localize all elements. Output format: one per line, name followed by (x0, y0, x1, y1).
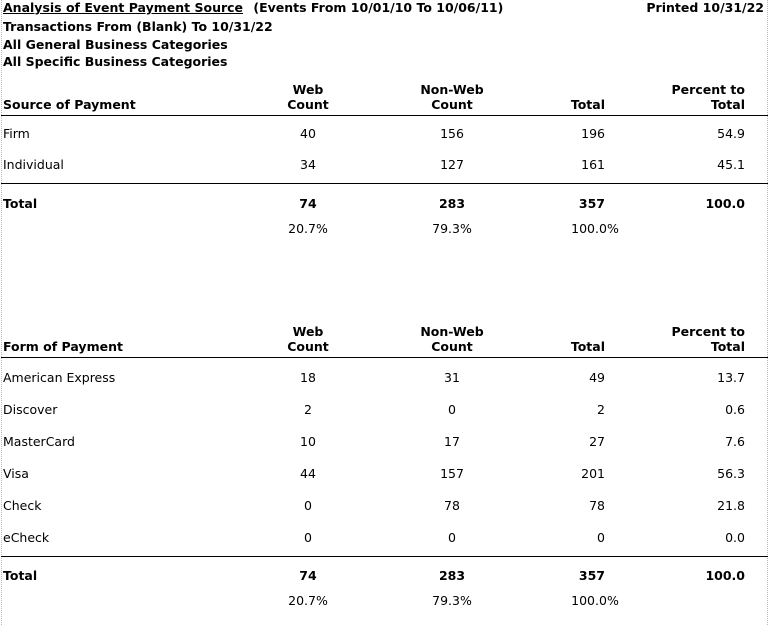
printed-date-line (646, 0, 764, 15)
transactions-range: Transactions From (Blank) To 10/31/22 (3, 19, 273, 34)
percent-row-web: 20.7% (288, 221, 328, 236)
total-row-nonweb-count: 283 (438, 196, 466, 211)
table-row-web-count: 0 (304, 530, 312, 545)
table-row-label: Check (3, 498, 42, 513)
percent-row-nonweb: 79.3% (432, 593, 472, 608)
table-row-web-count: 44 (300, 466, 316, 481)
table-row-label: eCheck (3, 530, 50, 545)
total-row-web-count: 74 (299, 196, 317, 211)
total-row-percent: 100.0 (705, 196, 745, 211)
table-row-label: American Express (3, 370, 116, 385)
table-row-total: 2 (597, 402, 605, 417)
total-row-nonweb-count: 283 (438, 568, 466, 583)
percent-row-total: 100.0% (571, 221, 619, 236)
general-categories: All General Business Categories (3, 37, 228, 52)
table-row-total: 161 (581, 157, 605, 172)
column-header-total: Total (570, 97, 605, 112)
table-row-percent: 0.0 (725, 530, 745, 545)
percent-row-web: 20.7% (288, 593, 328, 608)
percent-row-total: 100.0% (571, 593, 619, 608)
total-divider (1, 183, 768, 184)
table-row-nonweb-count: 127 (440, 157, 464, 172)
column-header-nonweb-line1: Non-Web (420, 324, 484, 339)
table-row-percent: 45.1 (717, 157, 745, 172)
table-row-nonweb-count: 157 (440, 466, 464, 481)
report-header (3, 0, 503, 15)
total-row-label: Total (3, 196, 38, 211)
printed-date: 10/31/22 (702, 0, 764, 15)
table-row-web-count: 18 (300, 370, 316, 385)
header-divider (1, 115, 768, 116)
table-row-percent: 54.9 (717, 126, 745, 141)
table-row-total: 78 (589, 498, 605, 513)
table-row-label: Firm (3, 126, 30, 141)
table-row-nonweb-count: 156 (440, 126, 464, 141)
column-header-nonweb-line1: Non-Web (420, 82, 484, 97)
total-row-total: 357 (578, 196, 605, 211)
column-header-percent-line1: Percent to (671, 324, 745, 339)
column-header-source: Source of Payment (3, 97, 136, 112)
column-header-nonweb-line2: Count (431, 97, 473, 112)
column-header-percent-line2: Total (710, 97, 745, 112)
percent-row-nonweb: 79.3% (432, 221, 472, 236)
table-row-label: Individual (3, 157, 64, 172)
header-divider (1, 357, 768, 358)
table-row-total: 0 (597, 530, 605, 545)
specific-categories: All Specific Business Categories (3, 54, 228, 69)
total-row-web-count: 74 (299, 568, 317, 583)
table-row-web-count: 2 (304, 402, 312, 417)
column-header-web-line1: Web (292, 324, 324, 339)
total-row-percent: 100.0 (705, 568, 745, 583)
column-header-source: Form of Payment (3, 339, 123, 354)
total-row-label: Total (3, 568, 38, 583)
table-row-nonweb-count: 17 (444, 434, 460, 449)
total-divider (1, 556, 768, 557)
table-row-percent: 13.7 (717, 370, 745, 385)
table-row-web-count: 40 (300, 126, 316, 141)
column-header-web-line2: Count (287, 339, 329, 354)
table-row-nonweb-count: 78 (444, 498, 460, 513)
table-row-label: Discover (3, 402, 58, 417)
report-title: Analysis of Event Payment Source (3, 0, 244, 15)
table-row-nonweb-count: 0 (448, 402, 456, 417)
events-range: (Events From 10/01/10 To 10/06/11) (253, 0, 504, 15)
printed-label: Printed (646, 0, 699, 15)
table-row-percent: 56.3 (717, 466, 745, 481)
table-row-label: MasterCard (3, 434, 75, 449)
table-row-percent: 7.6 (725, 434, 745, 449)
table-row-total: 196 (581, 126, 605, 141)
column-header-nonweb-line2: Count (431, 339, 473, 354)
table-row-total: 49 (589, 370, 605, 385)
column-header-percent-line1: Percent to (671, 82, 745, 97)
column-header-web-line1: Web (292, 82, 324, 97)
table-row-total: 27 (589, 434, 605, 449)
column-header-total: Total (570, 339, 605, 354)
table-row-web-count: 34 (300, 157, 316, 172)
table-row-percent: 21.8 (717, 498, 745, 513)
table-row-percent: 0.6 (725, 402, 745, 417)
table-row-web-count: 0 (304, 498, 312, 513)
page-border-left (1, 0, 2, 625)
table-row-nonweb-count: 31 (444, 370, 460, 385)
total-row-total: 357 (578, 568, 605, 583)
column-header-web-line2: Count (287, 97, 329, 112)
table-row-label: Visa (3, 466, 29, 481)
table-row-total: 201 (581, 466, 605, 481)
page-border-right (767, 0, 768, 625)
table-row-nonweb-count: 0 (448, 530, 456, 545)
table-row-web-count: 10 (300, 434, 316, 449)
column-header-percent-line2: Total (710, 339, 745, 354)
